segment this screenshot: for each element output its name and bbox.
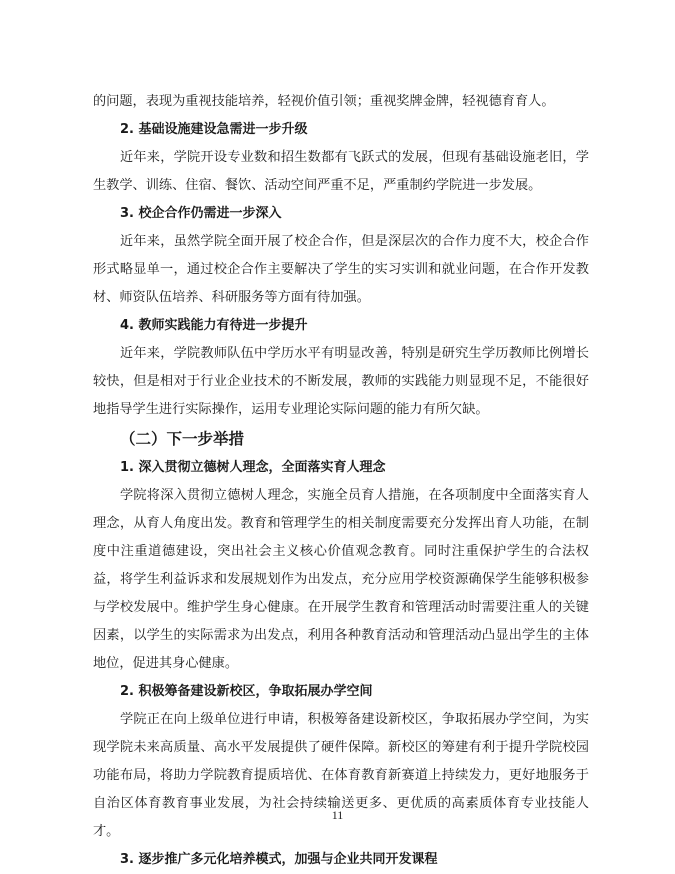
heading-measure-2: 2. 积极筹备建设新校区，争取拓展办学空间 bbox=[120, 684, 373, 699]
heading-teacher-practice: 4. 教师实践能力有待进一步提升 bbox=[120, 318, 308, 333]
heading-infrastructure: 2. 基础设施建设急需进一步升级 bbox=[120, 122, 308, 137]
page-number: 11 bbox=[331, 808, 344, 822]
paragraph-school-enterprise: 近年来，虽然学院全面开展了校企合作，但是深层次的合作力度不大，校企合作形式略显单一，通过校企合作主要解决了学生的实习实训和就业问题，在合作开发教材、师资队伍培养、科研服务等方面有待加强。 bbox=[93, 234, 589, 305]
heading-measure-3: 3. 逐步推广多元化培养模式，加强与企业共同开发课程 bbox=[120, 852, 438, 867]
page-content bbox=[93, 88, 589, 874]
heading-school-enterprise: 3. 校企合作仍需进一步深入 bbox=[120, 206, 282, 221]
paragraph-measure-1: 学院将深入贯彻立德树人理念，实施全员育人措施，在各项制度中全面落实育人理念，从育人角度出发。教育和管理学生的相关制度需要充分发挥出育人功能，在制度中注重道德建设，突出社会主义核心价值观念教育。同时注重保护学生的合法权益，将学生利益诉求和发展规划作为出发点，充分应用学校资源确保学生能够积极参与学校发展中。维护学生身心健康。在开展学生教育和管理活动时需要注重人的关键因素，以学生的实际需求为出发点，利用各种教育活动和管理活动凸显出学生的主体地位，促进其身心健康。 bbox=[93, 488, 589, 671]
heading-measure-1: 1. 深入贯彻立德树人理念，全面落实育人理念 bbox=[120, 460, 386, 475]
section-heading-next-steps: （二）下一步举措 bbox=[120, 430, 245, 448]
paragraph-continuation: 的问题，表现为重视技能培养，轻视价值引领；重视奖牌金牌，轻视德育育人。 bbox=[93, 94, 555, 109]
paragraph-teacher-practice: 近年来，学院教师队伍中学历水平有明显改善，特别是研究生学历教师比例增长较快，但是相对于行业企业技术的不断发展，教师的实践能力则显现不足，不能很好地指导学生进行实际操作，运用专业理论实际问题的能力有所欠缺。 bbox=[93, 346, 589, 417]
paragraph-infrastructure: 近年来，学院开设专业数和招生数都有飞跃式的发展，但现有基础设施老旧，学生教学、训练、住宿、餐饮、活动空间严重不足，严重制约学院进一步发展。 bbox=[93, 150, 589, 193]
paragraph-measure-2: 学院正在向上级单位进行申请，积极筹备建设新校区，争取拓展办学空间，为实现学院未来高质量、高水平发展提供了硬件保障。新校区的筹建有利于提升学院校园功能布局，将助力学院教育提质培优、在体育教育新赛道上持续发力，更好地服务于自治区体育教育事业发展，为社会持续输送更多、更优质的高素质体育专业技能人才。 bbox=[93, 712, 589, 839]
